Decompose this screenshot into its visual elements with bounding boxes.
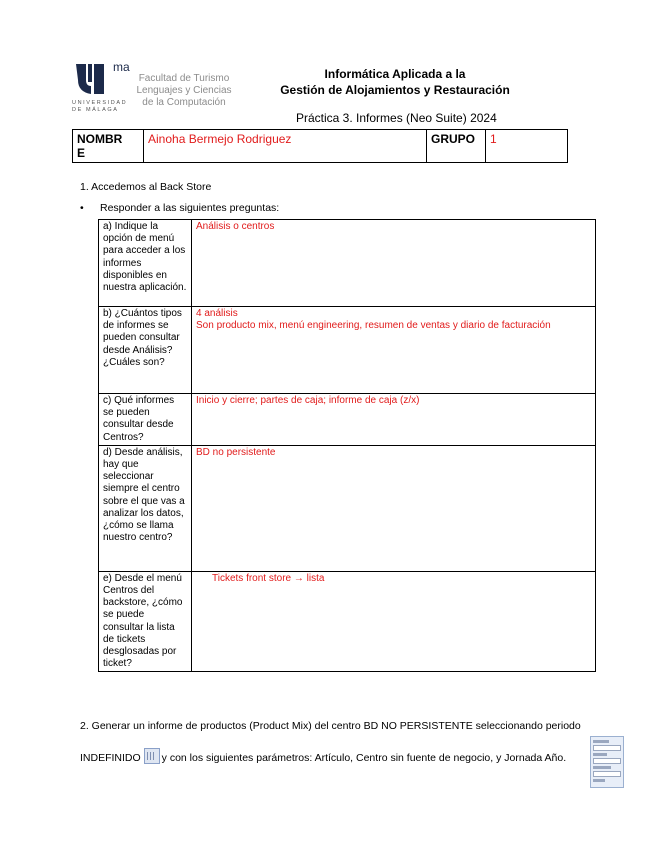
table-row [99, 445, 596, 571]
document-title: Informática Aplicada a la Gestión de Alojamientos y Restauración [280, 67, 510, 97]
document-subtitle: Práctica 3. Informes (Neo Suite) 2024 [296, 111, 497, 125]
name-label: NOMBR E [73, 130, 144, 163]
student-table [72, 129, 568, 163]
answer-cell: BD no persistente [192, 445, 596, 571]
section1-bullet: • Responder a las siguientes preguntas: [80, 202, 280, 214]
question-cell: c) Qué informes se pueden consultar desde Centros? [99, 394, 192, 446]
answer-cell: Análisis o centros [192, 220, 596, 307]
faculty-name: Facultad de Turismo Lenguajes y Ciencias de la Computación [136, 73, 232, 108]
parameters-panel-screenshot [590, 736, 624, 788]
table-row [99, 220, 596, 307]
answer-cell: 4 análisis Son producto mix, menú engineering, resumen de ventas y diario de facturación [192, 307, 596, 394]
section1-heading: 1. Accedemos al Back Store [80, 181, 212, 193]
questions-table [98, 219, 596, 672]
question-cell: e) Desde el menú Centros del backstore, ¿cómo se puede consultar la lista de tickets desglosadas por ticket? [99, 571, 192, 672]
group-label: GRUPO [427, 130, 486, 163]
question-cell: b) ¿Cuántos tipos de informes se pueden consultar desde Análisis? ¿Cuáles son? [99, 307, 192, 394]
question-cell: d) Desde análisis, hay que seleccionar siempre el centro sobre el que vas a analizar los datos, ¿cómo se llama nuestro centro? [99, 445, 192, 571]
answer-cell: Tickets front store → lista [192, 571, 596, 672]
table-row [99, 307, 596, 394]
section2-line2: INDEFINIDO y con los siguientes parámetros: Artículo, Centro sin fuente de negocio, y Jornada Año. [80, 748, 566, 764]
table-row [99, 571, 596, 672]
answer-cell: Inicio y cierre; partes de caja; informe de caja (z/x) [192, 394, 596, 446]
calendar-icon [144, 748, 160, 764]
table-row [99, 394, 596, 446]
name-value: Ainoha Bermejo Rodriguez [144, 130, 427, 163]
group-value: 1 [486, 130, 568, 163]
university-logo-icon [76, 62, 116, 96]
logo-text: ma [113, 60, 130, 74]
section2-line1: 2. Generar un informe de productos (Product Mix) del centro BD NO PERSISTENTE seleccionando periodo [80, 720, 581, 732]
university-name: UNIVERSIDAD DE MÁLAGA [72, 100, 128, 113]
bullet-icon: • [80, 202, 84, 214]
question-cell: a) Indique la opción de menú para acceder a los informes disponibles en nuestra aplicación. [99, 220, 192, 307]
